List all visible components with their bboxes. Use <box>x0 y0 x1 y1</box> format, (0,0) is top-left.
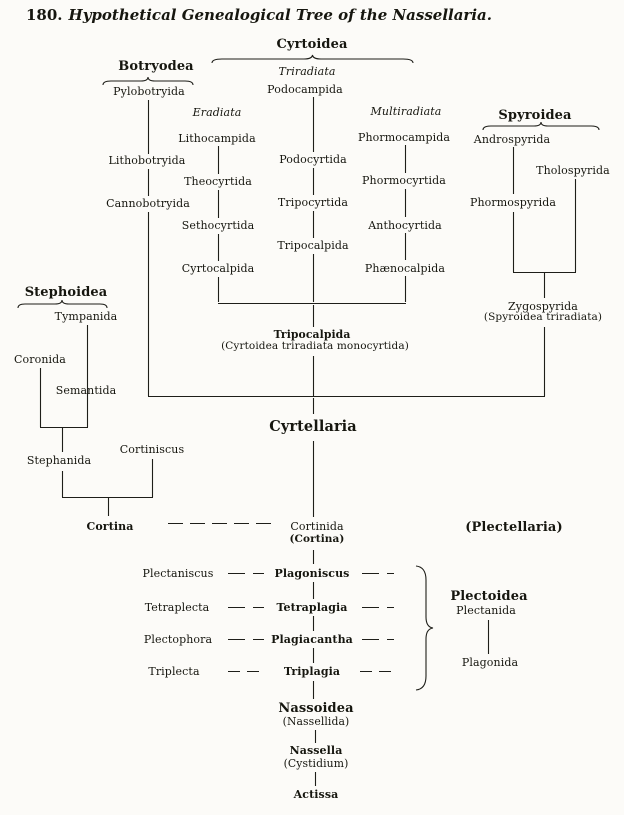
taxon-tholospyrida: Tholospyrida <box>536 163 610 177</box>
taxon-triplagia: Triplagia <box>283 664 341 678</box>
taxon-semantida: Semantida <box>55 383 117 397</box>
brace-stephoidea <box>18 300 107 308</box>
taxon-lithobotryida: Lithobotryida <box>108 153 186 167</box>
taxon-podocyrtida: Podocyrtida <box>279 152 347 166</box>
taxon-tetraplecta: Tetraplecta <box>144 600 210 614</box>
brace-cyrtoidea <box>212 55 413 63</box>
group-heading-stephoidea: Stephoidea <box>24 284 108 300</box>
figure-number: 180. <box>26 6 63 24</box>
taxon-plagonida: Plagonida <box>461 655 519 669</box>
taxon-stephanida: Stephanida <box>26 453 92 467</box>
rank-label-eradiata: Eradiata <box>192 105 242 119</box>
taxon-tripocalpida-main: Tripocalpida <box>273 328 351 342</box>
group-heading-botryodea: Botryodea <box>118 58 194 74</box>
taxon-cannobotryida: Cannobotryida <box>106 196 190 210</box>
taxon-anthocyrtida: Anthocyrtida <box>368 218 442 232</box>
taxon-cyrtocalpida: Cyrtocalpida <box>181 261 255 275</box>
taxon-plectaniscus: Plectaniscus <box>142 566 214 580</box>
taxon-zygospyrida-sub: (Spyroidea triradiata) <box>483 311 603 324</box>
taxon-theocyrtida: Theocyrtida <box>184 174 252 188</box>
taxon-tripocalpida-sub: (Cyrtoidea triradiata monocyrtida) <box>221 340 409 353</box>
group-heading-cyrtoidea: Cyrtoidea <box>276 36 348 52</box>
group-heading-plectellaria: (Plectellaria) <box>465 519 563 535</box>
taxon-cortinida-sub: (Cortina) <box>289 533 345 546</box>
taxon-phormospyrida: Phormospyrida <box>470 195 556 209</box>
taxon-sethocyrtida: Sethocyrtida <box>181 218 255 232</box>
taxon-triplecta: Triplecta <box>148 664 200 678</box>
taxon-phormocampida: Phormocampida <box>357 130 451 144</box>
taxon-coronida: Coronida <box>14 352 66 366</box>
taxon-plectophora: Plectophora <box>143 632 213 646</box>
taxon-tetraplagia: Tetraplagia <box>276 600 348 614</box>
figure-title: Hypothetical Genealogical Tree of the Nassellaria. <box>68 6 492 24</box>
taxon-nassoidea: Nassoidea <box>278 700 354 716</box>
brace-plectoidea <box>416 566 433 690</box>
taxon-nassella-sub: (Cystidium) <box>283 757 349 771</box>
taxon-plagiacantha: Plagiacantha <box>271 632 353 646</box>
group-heading-spyroidea: Spyroidea <box>498 107 572 123</box>
taxon-tripocyrtida: Tripocyrtida <box>277 195 349 209</box>
taxon-nassoidea-sub: (Nassellida) <box>282 715 350 729</box>
taxon-phaenocalpida: Phænocalpida <box>364 261 446 275</box>
taxon-plectanida: Plectanida <box>456 603 516 617</box>
taxon-cortiniscus: Cortiniscus <box>119 442 185 456</box>
brace-spyroidea <box>483 122 599 130</box>
line-spyroidea <box>513 147 576 396</box>
taxon-nassella: Nassella <box>289 743 343 757</box>
taxon-phormocyrtida: Phormocyrtida <box>362 173 446 187</box>
rank-label-triradiata: Triradiata <box>278 64 336 78</box>
taxon-zygospyrida: Zygospyrida <box>508 299 578 313</box>
group-heading-cyrtellaria: Cyrtellaria <box>269 418 357 436</box>
rank-label-multiradiata: Multiradiata <box>370 104 442 118</box>
taxon-plagoniscus: Plagoniscus <box>274 566 350 580</box>
taxon-actissa: Actissa <box>293 787 339 801</box>
taxon-tripocalpida-small: Tripocalpida <box>277 238 349 252</box>
taxon-cortinida: Cortinida <box>290 519 344 533</box>
taxon-androspyrida: Androspyrida <box>473 132 551 146</box>
taxon-lithocampida: Lithocampida <box>178 131 256 145</box>
taxon-podocampida: Podocampida <box>267 82 343 96</box>
taxon-tympanida: Tympanida <box>54 309 118 323</box>
taxon-pylobotryida: Pylobotryida <box>113 84 185 98</box>
brace-botryodea <box>103 77 193 85</box>
group-heading-plectoidea: Plectoidea <box>450 588 528 604</box>
taxon-cortina: Cortina <box>86 519 134 533</box>
